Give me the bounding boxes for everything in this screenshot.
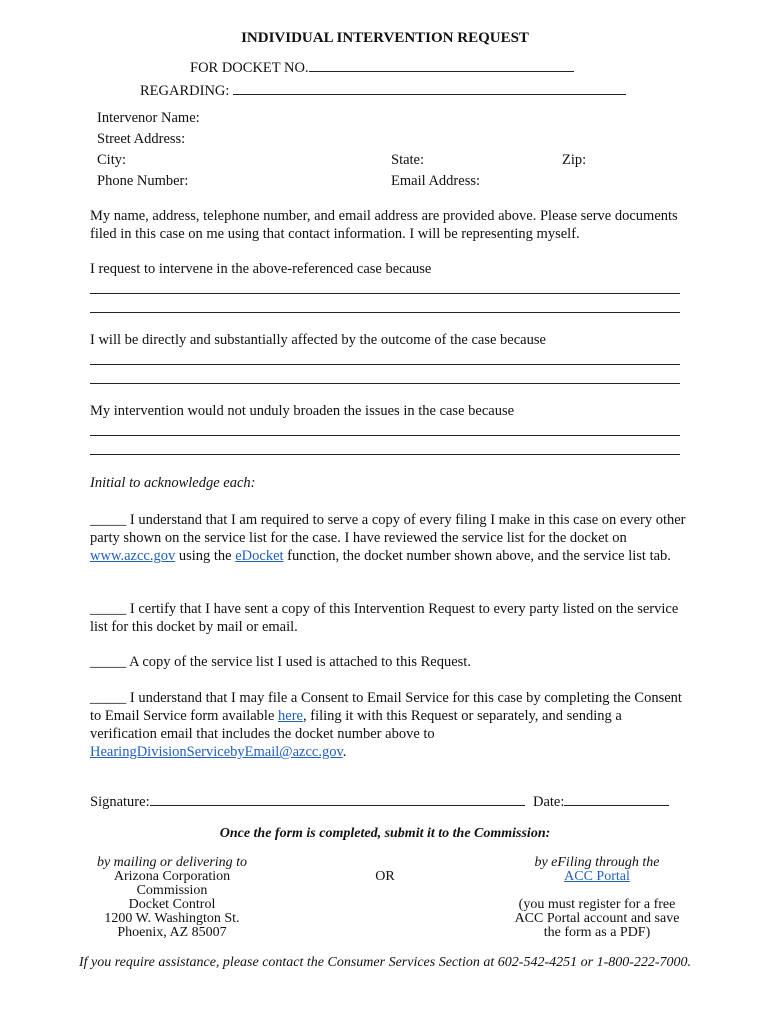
form-title: INDIVIDUAL INTERVENTION REQUEST: [241, 30, 529, 46]
mail-line-3: Docket Control: [128, 897, 216, 912]
date-line: [533, 794, 669, 811]
mail-line-4: 1200 W. Washington St.: [104, 911, 240, 926]
city-label: City:: [97, 152, 127, 168]
ack-item-1: [90, 511, 690, 565]
answer-3-line-2[interactable]: [90, 454, 680, 455]
efile-note-3: the form as a PDF): [543, 925, 651, 940]
email-label: Email Address:: [391, 173, 481, 189]
state-label: State:: [391, 152, 425, 168]
mail-line-2: Commission: [136, 883, 208, 898]
ack-item-3: [90, 653, 690, 671]
azcc-link[interactable]: www.azcc.gov: [90, 548, 176, 564]
ack-4-initial-blank[interactable]: _____: [90, 690, 127, 706]
zip-label: Zip:: [562, 152, 587, 168]
initial-heading: Initial to acknowledge each:: [90, 475, 256, 491]
ack-item-4: [90, 689, 690, 761]
docket-label: FOR DOCKET NO.: [190, 60, 309, 76]
assistance-note: If you require assistance, please contact the Consumer Services Section at 602-542-4251 or 1-800-222-7000.: [78, 955, 692, 970]
ack-1-initial-blank[interactable]: _____: [90, 512, 127, 528]
or-separator: OR: [375, 869, 395, 884]
date-label: Date:: [533, 794, 565, 810]
hearing-email-link[interactable]: HearingDivisionServicebyEmail@azcc.gov: [90, 744, 343, 760]
efile-note-2: ACC Portal account and save: [514, 911, 680, 926]
signature-label: Signature:: [90, 794, 150, 810]
regarding-label: REGARDING:: [140, 83, 230, 99]
ack-1-text-a: I understand that I am required to serve a copy of every filing I make in this case on every other party shown on the service list for the case. I have reviewed the service list for the docket on: [90, 512, 686, 546]
signature-input[interactable]: [150, 805, 525, 806]
regarding-input[interactable]: [233, 94, 626, 95]
mail-heading: by mailing or delivering to: [96, 855, 248, 870]
ack-1-text-b: using the: [175, 548, 236, 564]
answer-1-line-2[interactable]: [90, 312, 680, 313]
answer-2-line-2[interactable]: [90, 383, 680, 384]
mail-line-5: Phoenix, AZ 85007: [117, 925, 227, 940]
ack-4-text-c: .: [342, 744, 347, 760]
ack-3-initial-blank[interactable]: _____: [90, 654, 127, 670]
answer-3-line-1[interactable]: [90, 435, 680, 436]
ack-2-initial-blank[interactable]: _____: [90, 601, 127, 617]
ack-4-text-a: I understand that I may file a Consent to Email Service for this case by completing the Consent to Email Service form available: [90, 690, 682, 724]
intro-paragraph: My name, address, telephone number, and email address are provided above. Please serve documents filed in this case on me using that contact information. I will be representing myself.: [90, 208, 678, 242]
ack-item-2: [90, 600, 690, 636]
question-3: My intervention would not unduly broaden the issues in the case because: [90, 403, 515, 419]
answer-2-line-1[interactable]: [90, 364, 680, 365]
street-address-label: Street Address:: [97, 131, 186, 147]
ack-2-text: I certify that I have sent a copy of this Intervention Request to every party listed on the service list for this docket by mail or email.: [90, 601, 679, 635]
docket-line: [190, 60, 574, 77]
answer-1-line-1[interactable]: [90, 293, 680, 294]
question-1: I request to intervene in the above-referenced case because: [90, 261, 432, 277]
efile-note-1: (you must register for a free: [518, 897, 676, 912]
here-link[interactable]: here: [278, 708, 303, 724]
intervenor-name-label: Intervenor Name:: [97, 110, 200, 126]
edocket-link[interactable]: eDocket: [235, 548, 284, 564]
date-input[interactable]: [564, 805, 669, 806]
acc-portal-link[interactable]: ACC Portal: [564, 869, 630, 884]
ack-4-text-b: , filing it with this Request or separately, and sending a verification email that includes the docket number above to: [90, 708, 622, 742]
mail-line-1: Arizona Corporation: [113, 869, 231, 884]
phone-label: Phone Number:: [97, 173, 189, 189]
submit-heading: Once the form is completed, submit it to the Commission:: [219, 826, 551, 841]
question-2: I will be directly and substantially affected by the outcome of the case because: [90, 332, 546, 348]
efile-heading: by eFiling through the: [534, 855, 660, 870]
docket-input[interactable]: [309, 71, 574, 72]
ack-1-text-c: function, the docket number shown above, and the service list tab.: [283, 548, 671, 564]
ack-3-text: A copy of the service list I used is attached to this Request.: [126, 654, 471, 670]
signature-line: [90, 794, 525, 811]
regarding-line: [140, 83, 626, 100]
